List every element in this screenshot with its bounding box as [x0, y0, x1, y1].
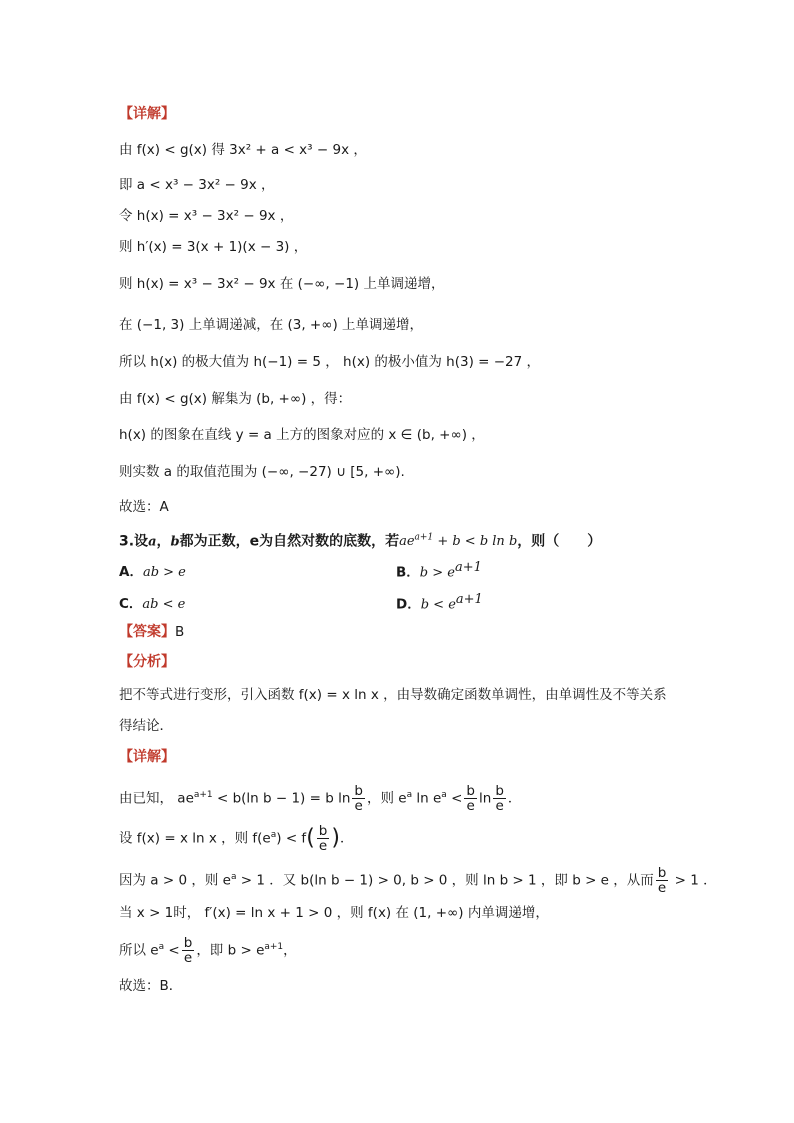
- m5-frac-num: b: [183, 935, 193, 951]
- m3-frac-den: e: [657, 880, 667, 896]
- m5-mid: ，即 b > e: [196, 942, 265, 959]
- solution-line-8: 由 f(x) < g(x) 解集为 (b, +∞) ，得：: [119, 391, 352, 407]
- solution-line-3: 令 h(x) = x³ − 3x² − 9x ，: [119, 208, 294, 224]
- solution-line-5: 则 h(x) = x³ − 3x² − 9x 在 (−∞, −1) 上单调递增，: [119, 276, 445, 292]
- m3-end: > 1 ．: [670, 872, 717, 889]
- option-d-label: D．: [396, 596, 421, 613]
- m1-exp: a+1: [193, 790, 213, 800]
- m1-frac2-den: e: [466, 798, 475, 814]
- m2-fraction: [317, 824, 330, 853]
- question-condition: [399, 534, 517, 549]
- m1-frac-num: b: [354, 783, 363, 799]
- m3-pre: 因为 a > 0 ，则 e: [119, 872, 231, 889]
- detail-math-3: [119, 862, 717, 896]
- option-c-text: ab < e: [142, 597, 186, 612]
- option-d-exp: a+1: [455, 592, 483, 607]
- m3-exp: a: [230, 872, 237, 882]
- option-d[interactable]: [396, 592, 483, 613]
- question-text: 都为正数，e为自然对数的底数，若: [179, 533, 400, 550]
- m3-frac-num: b: [657, 865, 667, 881]
- solution-line-9: h(x) 的图象在直线 y = a 上方的图象对应的 x ∈ (b, +∞) ，: [119, 427, 485, 443]
- answer-line: [119, 622, 184, 642]
- answer-value: B: [175, 624, 185, 640]
- m1-fraction-2: [464, 784, 477, 813]
- m1-ln2: ln: [479, 790, 492, 807]
- detail-math-2: [119, 820, 353, 854]
- m1-then: ，则 e: [366, 790, 407, 807]
- detail-math-6: 故选：B．: [119, 978, 183, 994]
- analysis-heading: 【分析】: [119, 654, 175, 670]
- m1-frac3-num: b: [495, 783, 504, 799]
- m2-mid: ) < f: [276, 830, 307, 847]
- option-b-text: b > e: [419, 565, 455, 581]
- m2-end: ．: [339, 830, 354, 847]
- cond-rest: + b < b ln b: [433, 534, 518, 550]
- m1-ln: ln e: [412, 790, 442, 807]
- solution-line-2: 即 a < x³ − 3x² − 9x ，: [119, 177, 275, 193]
- m1-pre: 由已知， ae: [119, 790, 194, 807]
- var-b: b: [170, 534, 180, 550]
- option-a[interactable]: [119, 560, 186, 580]
- m1-end: ．: [507, 790, 522, 807]
- answer-heading: 【答案】: [119, 624, 175, 640]
- m5-fraction: [182, 936, 195, 965]
- solution-line-10: 则实数 a 的取值范围为 (−∞, −27) ∪ [5, +∞).: [119, 464, 405, 480]
- m5-exp: a: [158, 942, 165, 952]
- m1-exp3: a: [441, 790, 447, 800]
- detail-math-4: 当 x > 1时， f′(x) = ln x + 1 > 0 ，则 f(x) 在 (1, +∞) 内单调递增，: [119, 905, 549, 921]
- option-a-label: A．: [119, 564, 143, 580]
- m1-fraction: [352, 784, 365, 813]
- m1-frac-den: e: [354, 798, 363, 814]
- m3-mid: > 1 ．又 b(ln b − 1) > 0, b > 0 ，则 ln b > 1 ，即 b > e ，从而: [236, 872, 654, 889]
- detail-heading-1: 【详解】: [119, 106, 175, 122]
- question-number: 3.设: [119, 533, 149, 550]
- m1-frac2-num: b: [466, 783, 475, 799]
- var-a: a: [148, 534, 157, 550]
- m1-frac3-den: e: [495, 798, 504, 814]
- cond-base: ae: [399, 534, 415, 550]
- m5-end: ，: [283, 942, 297, 959]
- analysis-line-1: 把不等式进行变形，引入函数 f(x) = x ln x ，由导数确定函数单调性，由单调性及不等关系: [119, 687, 667, 703]
- m3-fraction: [656, 866, 669, 895]
- m1-lt: <: [446, 790, 463, 807]
- m2-exp: a: [270, 830, 277, 840]
- question-3: [119, 528, 601, 552]
- analysis-line-2: 得结论．: [119, 718, 173, 734]
- cond-exp: a+1: [414, 533, 434, 543]
- detail-math-5: [119, 932, 297, 966]
- question-suffix: ，则（ ）: [517, 533, 602, 550]
- comma: ，: [156, 533, 171, 550]
- option-c-label: C．: [119, 596, 143, 612]
- option-b[interactable]: [396, 560, 482, 581]
- m2-paren-open: (: [306, 825, 315, 851]
- solution-line-1: 由 f(x) < g(x) 得 3x² + a < x³ − 9x ，: [119, 142, 367, 158]
- option-d-text: b < e: [420, 597, 456, 613]
- m2-pre: 设 f(x) = x ln x ，则 f(e: [119, 830, 271, 847]
- solution-line-11: 故选：A: [119, 499, 169, 515]
- option-c[interactable]: [119, 592, 185, 612]
- m5-lt: <: [164, 942, 180, 959]
- m1-fraction-3: [493, 784, 506, 813]
- m2-frac-num: b: [318, 823, 328, 839]
- option-b-exp: a+1: [454, 560, 482, 575]
- m5-frac-den: e: [183, 950, 193, 966]
- detail-math-1: [119, 780, 521, 814]
- detail-heading-2: 【详解】: [119, 749, 175, 765]
- m5-exp2: a+1: [264, 942, 284, 952]
- m5-pre: 所以 e: [119, 942, 159, 959]
- solution-line-7: 所以 h(x) 的极大值为 h(−1) = 5 ， h(x) 的极小值为 h(3) = −27 ，: [119, 354, 541, 370]
- solution-line-4: 则 h′(x) = 3(x + 1)(x − 3) ，: [119, 239, 308, 255]
- option-a-text: ab > e: [142, 565, 186, 580]
- m1-exp2: a: [406, 790, 413, 800]
- option-b-label: B．: [396, 564, 420, 581]
- m2-paren-close: ): [331, 825, 340, 851]
- m1-mid: < b(ln b − 1) = b ln: [212, 790, 351, 807]
- solution-line-6: 在 (−1, 3) 上单调递减，在 (3, +∞) 上单调递增，: [119, 317, 424, 333]
- m2-frac-den: e: [318, 838, 328, 854]
